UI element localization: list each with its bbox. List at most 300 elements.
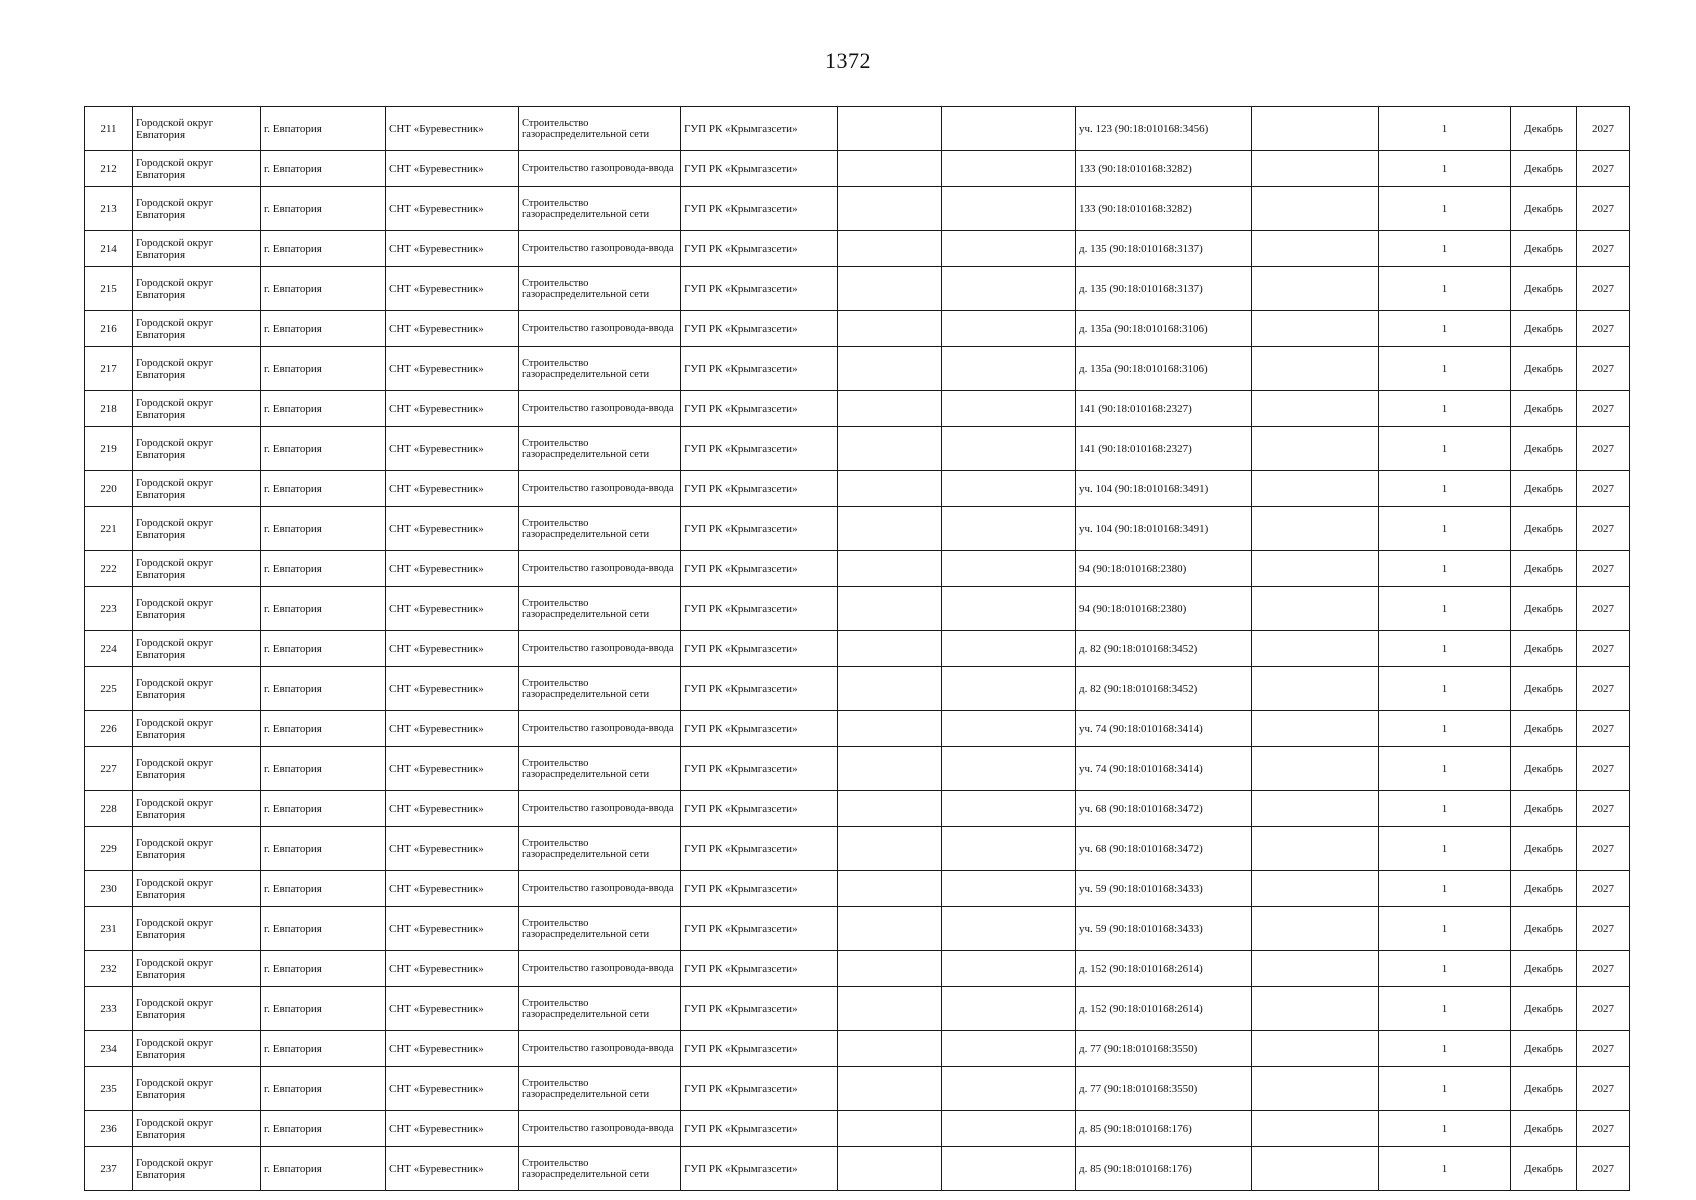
city-cell: г. Евпатория [261,107,386,151]
empty-cell [942,551,1076,587]
year-cell: 2027 [1577,1111,1630,1147]
quantity-cell: 1 [1379,507,1511,551]
city-cell: г. Евпатория [261,151,386,187]
table-row [85,1031,1630,1067]
district-cell: Городской округ Евпатория [133,551,261,587]
plot-cell: д. 77 (90:18:010168:3550) [1076,1067,1252,1111]
district-cell: Городской округ Евпатория [133,151,261,187]
year-cell: 2027 [1577,747,1630,791]
year-cell: 2027 [1577,951,1630,987]
quantity-cell: 1 [1379,391,1511,427]
snt-cell: СНТ «Буревестник» [386,1111,519,1147]
row-number: 216 [85,311,133,347]
snt-cell: СНТ «Буревестник» [386,1147,519,1191]
row-number: 222 [85,551,133,587]
year-cell: 2027 [1577,1031,1630,1067]
city-cell: г. Евпатория [261,471,386,507]
empty-cell [942,827,1076,871]
empty-cell [942,871,1076,907]
empty-cell [942,747,1076,791]
table-row [85,551,1630,587]
empty-cell [838,391,942,427]
row-number: 227 [85,747,133,791]
row-number: 217 [85,347,133,391]
table-row [85,107,1630,151]
page-number: 1372 [825,48,871,73]
quantity-cell: 1 [1379,107,1511,151]
empty-cell [1252,231,1379,267]
plot-cell: уч. 104 (90:18:010168:3491) [1076,471,1252,507]
plot-cell: уч. 59 (90:18:010168:3433) [1076,871,1252,907]
quantity-cell: 1 [1379,1067,1511,1111]
plot-cell: 133 (90:18:010168:3282) [1076,187,1252,231]
year-cell: 2027 [1577,907,1630,951]
empty-cell [1252,827,1379,871]
city-cell: г. Евпатория [261,667,386,711]
plot-cell: д. 152 (90:18:010168:2614) [1076,987,1252,1031]
empty-cell [942,711,1076,747]
snt-cell: СНТ «Буревестник» [386,507,519,551]
district-cell: Городской округ Евпатория [133,187,261,231]
table-row [85,1111,1630,1147]
empty-cell [942,1147,1076,1191]
plot-cell: д. 82 (90:18:010168:3452) [1076,667,1252,711]
empty-cell [838,1067,942,1111]
year-cell: 2027 [1577,267,1630,311]
district-cell: Городской округ Евпатория [133,951,261,987]
city-cell: г. Евпатория [261,587,386,631]
row-number: 229 [85,827,133,871]
organization-cell: ГУП РК «Крымгазсети» [681,347,838,391]
quantity-cell: 1 [1379,587,1511,631]
month-cell: Декабрь [1511,987,1577,1031]
district-cell: Городской округ Евпатория [133,1147,261,1191]
organization-cell: ГУП РК «Крымгазсети» [681,827,838,871]
district-cell: Городской округ Евпатория [133,231,261,267]
city-cell: г. Евпатория [261,311,386,347]
empty-cell [1252,631,1379,667]
work-type-cell: Строительство газораспределительной сети [519,187,681,231]
empty-cell [1252,1111,1379,1147]
month-cell: Декабрь [1511,951,1577,987]
empty-cell [838,711,942,747]
table-row [85,507,1630,551]
table-row [85,187,1630,231]
work-type-cell: Строительство газораспределительной сети [519,427,681,471]
organization-cell: ГУП РК «Крымгазсети» [681,1147,838,1191]
empty-cell [1252,551,1379,587]
work-type-cell: Строительство газопровода-ввода [519,391,681,427]
empty-cell [942,107,1076,151]
organization-cell: ГУП РК «Крымгазсети» [681,667,838,711]
row-number: 233 [85,987,133,1031]
district-cell: Городской округ Евпатория [133,631,261,667]
empty-cell [838,347,942,391]
year-cell: 2027 [1577,667,1630,711]
quantity-cell: 1 [1379,827,1511,871]
city-cell: г. Евпатория [261,267,386,311]
year-cell: 2027 [1577,347,1630,391]
work-type-cell: Строительство газораспределительной сети [519,347,681,391]
empty-cell [838,987,942,1031]
district-cell: Городской округ Евпатория [133,1111,261,1147]
month-cell: Декабрь [1511,347,1577,391]
district-cell: Городской округ Евпатория [133,471,261,507]
empty-cell [838,1111,942,1147]
month-cell: Декабрь [1511,231,1577,267]
empty-cell [942,1031,1076,1067]
city-cell: г. Евпатория [261,347,386,391]
empty-cell [942,907,1076,951]
empty-cell [1252,747,1379,791]
district-cell: Городской округ Евпатория [133,747,261,791]
city-cell: г. Евпатория [261,791,386,827]
row-number: 215 [85,267,133,311]
city-cell: г. Евпатория [261,907,386,951]
quantity-cell: 1 [1379,151,1511,187]
snt-cell: СНТ «Буревестник» [386,551,519,587]
organization-cell: ГУП РК «Крымгазсети» [681,711,838,747]
snt-cell: СНТ «Буревестник» [386,471,519,507]
quantity-cell: 1 [1379,267,1511,311]
organization-cell: ГУП РК «Крымгазсети» [681,507,838,551]
empty-cell [838,871,942,907]
organization-cell: ГУП РК «Крымгазсети» [681,1067,838,1111]
work-type-cell: Строительство газопровода-ввода [519,1111,681,1147]
month-cell: Декабрь [1511,107,1577,151]
plot-cell: уч. 104 (90:18:010168:3491) [1076,507,1252,551]
organization-cell: ГУП РК «Крымгазсети» [681,791,838,827]
organization-cell: ГУП РК «Крымгазсети» [681,1111,838,1147]
snt-cell: СНТ «Буревестник» [386,391,519,427]
empty-cell [1252,347,1379,391]
empty-cell [838,107,942,151]
quantity-cell: 1 [1379,347,1511,391]
row-number: 214 [85,231,133,267]
month-cell: Декабрь [1511,427,1577,471]
row-number: 221 [85,507,133,551]
plot-cell: д. 85 (90:18:010168:176) [1076,1147,1252,1191]
snt-cell: СНТ «Буревестник» [386,231,519,267]
year-cell: 2027 [1577,1147,1630,1191]
register-table [84,106,1630,1191]
empty-cell [942,267,1076,311]
organization-cell: ГУП РК «Крымгазсети» [681,391,838,427]
month-cell: Декабрь [1511,471,1577,507]
empty-cell [838,631,942,667]
empty-cell [838,951,942,987]
quantity-cell: 1 [1379,791,1511,827]
plot-cell: д. 135а (90:18:010168:3106) [1076,347,1252,391]
work-type-cell: Строительство газопровода-ввода [519,1031,681,1067]
district-cell: Городской округ Евпатория [133,827,261,871]
organization-cell: ГУП РК «Крымгазсети» [681,871,838,907]
year-cell: 2027 [1577,987,1630,1031]
work-type-cell: Строительство газопровода-ввода [519,151,681,187]
year-cell: 2027 [1577,551,1630,587]
row-number: 237 [85,1147,133,1191]
quantity-cell: 1 [1379,871,1511,907]
table-row [85,391,1630,427]
empty-cell [838,471,942,507]
empty-cell [942,347,1076,391]
snt-cell: СНТ «Буревестник» [386,667,519,711]
table-row [85,631,1630,667]
quantity-cell: 1 [1379,427,1511,471]
quantity-cell: 1 [1379,711,1511,747]
snt-cell: СНТ «Буревестник» [386,747,519,791]
snt-cell: СНТ «Буревестник» [386,711,519,747]
city-cell: г. Евпатория [261,1067,386,1111]
row-number: 225 [85,667,133,711]
district-cell: Городской округ Евпатория [133,391,261,427]
month-cell: Декабрь [1511,827,1577,871]
empty-cell [838,151,942,187]
month-cell: Декабрь [1511,791,1577,827]
work-type-cell: Строительство газораспределительной сети [519,587,681,631]
year-cell: 2027 [1577,507,1630,551]
table-row [85,1147,1630,1191]
plot-cell: уч. 123 (90:18:010168:3456) [1076,107,1252,151]
district-cell: Городской округ Евпатория [133,311,261,347]
month-cell: Декабрь [1511,151,1577,187]
empty-cell [838,1031,942,1067]
district-cell: Городской округ Евпатория [133,1067,261,1111]
row-number: 219 [85,427,133,471]
empty-cell [1252,187,1379,231]
plot-cell: 94 (90:18:010168:2380) [1076,551,1252,587]
empty-cell [942,631,1076,667]
plot-cell: д. 82 (90:18:010168:3452) [1076,631,1252,667]
district-cell: Городской округ Евпатория [133,267,261,311]
table-row [85,151,1630,187]
year-cell: 2027 [1577,711,1630,747]
year-cell: 2027 [1577,391,1630,427]
district-cell: Городской округ Евпатория [133,711,261,747]
month-cell: Декабрь [1511,747,1577,791]
table-row [85,747,1630,791]
row-number: 231 [85,907,133,951]
empty-cell [1252,711,1379,747]
empty-cell [838,827,942,871]
snt-cell: СНТ «Буревестник» [386,347,519,391]
snt-cell: СНТ «Буревестник» [386,1067,519,1111]
month-cell: Декабрь [1511,907,1577,951]
plot-cell: 133 (90:18:010168:3282) [1076,151,1252,187]
table-row [85,427,1630,471]
row-number: 224 [85,631,133,667]
row-number: 211 [85,107,133,151]
city-cell: г. Евпатория [261,747,386,791]
month-cell: Декабрь [1511,507,1577,551]
work-type-cell: Строительство газопровода-ввода [519,871,681,907]
organization-cell: ГУП РК «Крымгазсети» [681,631,838,667]
organization-cell: ГУП РК «Крымгазсети» [681,427,838,471]
empty-cell [838,311,942,347]
table-row [85,827,1630,871]
row-number: 230 [85,871,133,907]
year-cell: 2027 [1577,231,1630,267]
work-type-cell: Строительство газораспределительной сети [519,507,681,551]
month-cell: Декабрь [1511,667,1577,711]
table-row [85,347,1630,391]
city-cell: г. Евпатория [261,187,386,231]
empty-cell [942,1111,1076,1147]
year-cell: 2027 [1577,791,1630,827]
organization-cell: ГУП РК «Крымгазсети» [681,107,838,151]
quantity-cell: 1 [1379,1031,1511,1067]
plot-cell: 94 (90:18:010168:2380) [1076,587,1252,631]
year-cell: 2027 [1577,427,1630,471]
plot-cell: уч. 68 (90:18:010168:3472) [1076,791,1252,827]
month-cell: Декабрь [1511,267,1577,311]
work-type-cell: Строительство газопровода-ввода [519,551,681,587]
city-cell: г. Евпатория [261,951,386,987]
empty-cell [942,471,1076,507]
month-cell: Декабрь [1511,631,1577,667]
city-cell: г. Евпатория [261,551,386,587]
table-row [85,231,1630,267]
table-row [85,791,1630,827]
snt-cell: СНТ «Буревестник» [386,907,519,951]
plot-cell: уч. 74 (90:18:010168:3414) [1076,747,1252,791]
work-type-cell: Строительство газораспределительной сети [519,1147,681,1191]
empty-cell [838,667,942,711]
month-cell: Декабрь [1511,711,1577,747]
quantity-cell: 1 [1379,471,1511,507]
month-cell: Декабрь [1511,587,1577,631]
year-cell: 2027 [1577,631,1630,667]
organization-cell: ГУП РК «Крымгазсети» [681,187,838,231]
empty-cell [1252,791,1379,827]
empty-cell [942,231,1076,267]
work-type-cell: Строительство газопровода-ввода [519,471,681,507]
district-cell: Городской округ Евпатория [133,791,261,827]
month-cell: Декабрь [1511,311,1577,347]
plot-cell: д. 135 (90:18:010168:3137) [1076,231,1252,267]
row-number: 223 [85,587,133,631]
row-number: 228 [85,791,133,827]
organization-cell: ГУП РК «Крымгазсети» [681,551,838,587]
table-row [85,1067,1630,1111]
empty-cell [1252,311,1379,347]
empty-cell [942,311,1076,347]
work-type-cell: Строительство газораспределительной сети [519,667,681,711]
table-row [85,871,1630,907]
year-cell: 2027 [1577,827,1630,871]
quantity-cell: 1 [1379,1111,1511,1147]
work-type-cell: Строительство газопровода-ввода [519,951,681,987]
year-cell: 2027 [1577,151,1630,187]
year-cell: 2027 [1577,587,1630,631]
table-row [85,667,1630,711]
year-cell: 2027 [1577,1067,1630,1111]
year-cell: 2027 [1577,471,1630,507]
city-cell: г. Евпатория [261,1031,386,1067]
city-cell: г. Евпатория [261,507,386,551]
empty-cell [1252,391,1379,427]
month-cell: Декабрь [1511,1031,1577,1067]
empty-cell [942,587,1076,631]
district-cell: Городской округ Евпатория [133,907,261,951]
district-cell: Городской округ Евпатория [133,507,261,551]
plot-cell: д. 152 (90:18:010168:2614) [1076,951,1252,987]
plot-cell: д. 77 (90:18:010168:3550) [1076,1031,1252,1067]
empty-cell [838,267,942,311]
empty-cell [838,187,942,231]
district-cell: Городской округ Евпатория [133,1031,261,1067]
work-type-cell: Строительство газораспределительной сети [519,907,681,951]
year-cell: 2027 [1577,187,1630,231]
row-number: 232 [85,951,133,987]
district-cell: Городской округ Евпатория [133,347,261,391]
year-cell: 2027 [1577,311,1630,347]
empty-cell [942,151,1076,187]
empty-cell [1252,427,1379,471]
work-type-cell: Строительство газораспределительной сети [519,107,681,151]
work-type-cell: Строительство газопровода-ввода [519,711,681,747]
month-cell: Декабрь [1511,551,1577,587]
organization-cell: ГУП РК «Крымгазсети» [681,311,838,347]
snt-cell: СНТ «Буревестник» [386,107,519,151]
empty-cell [942,987,1076,1031]
plot-cell: 141 (90:18:010168:2327) [1076,391,1252,427]
month-cell: Декабрь [1511,871,1577,907]
organization-cell: ГУП РК «Крымгазсети» [681,951,838,987]
row-number: 235 [85,1067,133,1111]
row-number: 226 [85,711,133,747]
empty-cell [1252,587,1379,631]
quantity-cell: 1 [1379,907,1511,951]
snt-cell: СНТ «Буревестник» [386,587,519,631]
snt-cell: СНТ «Буревестник» [386,951,519,987]
empty-cell [1252,987,1379,1031]
plot-cell: уч. 68 (90:18:010168:3472) [1076,827,1252,871]
empty-cell [1252,471,1379,507]
empty-cell [1252,667,1379,711]
organization-cell: ГУП РК «Крымгазсети» [681,907,838,951]
quantity-cell: 1 [1379,1147,1511,1191]
snt-cell: СНТ «Буревестник» [386,1031,519,1067]
quantity-cell: 1 [1379,311,1511,347]
plot-cell: уч. 59 (90:18:010168:3433) [1076,907,1252,951]
row-number: 212 [85,151,133,187]
quantity-cell: 1 [1379,631,1511,667]
work-type-cell: Строительство газораспределительной сети [519,827,681,871]
organization-cell: ГУП РК «Крымгазсети» [681,471,838,507]
work-type-cell: Строительство газопровода-ввода [519,231,681,267]
empty-cell [1252,151,1379,187]
table-row [85,907,1630,951]
empty-cell [942,507,1076,551]
work-type-cell: Строительство газопровода-ввода [519,631,681,667]
empty-cell [1252,107,1379,151]
month-cell: Декабрь [1511,391,1577,427]
city-cell: г. Евпатория [261,1111,386,1147]
quantity-cell: 1 [1379,231,1511,267]
organization-cell: ГУП РК «Крымгазсети» [681,747,838,791]
month-cell: Декабрь [1511,1067,1577,1111]
district-cell: Городской округ Евпатория [133,667,261,711]
organization-cell: ГУП РК «Крымгазсети» [681,231,838,267]
empty-cell [1252,507,1379,551]
empty-cell [1252,1147,1379,1191]
empty-cell [838,427,942,471]
district-cell: Городской округ Евпатория [133,107,261,151]
plot-cell: 141 (90:18:010168:2327) [1076,427,1252,471]
city-cell: г. Евпатория [261,1147,386,1191]
snt-cell: СНТ «Буревестник» [386,631,519,667]
